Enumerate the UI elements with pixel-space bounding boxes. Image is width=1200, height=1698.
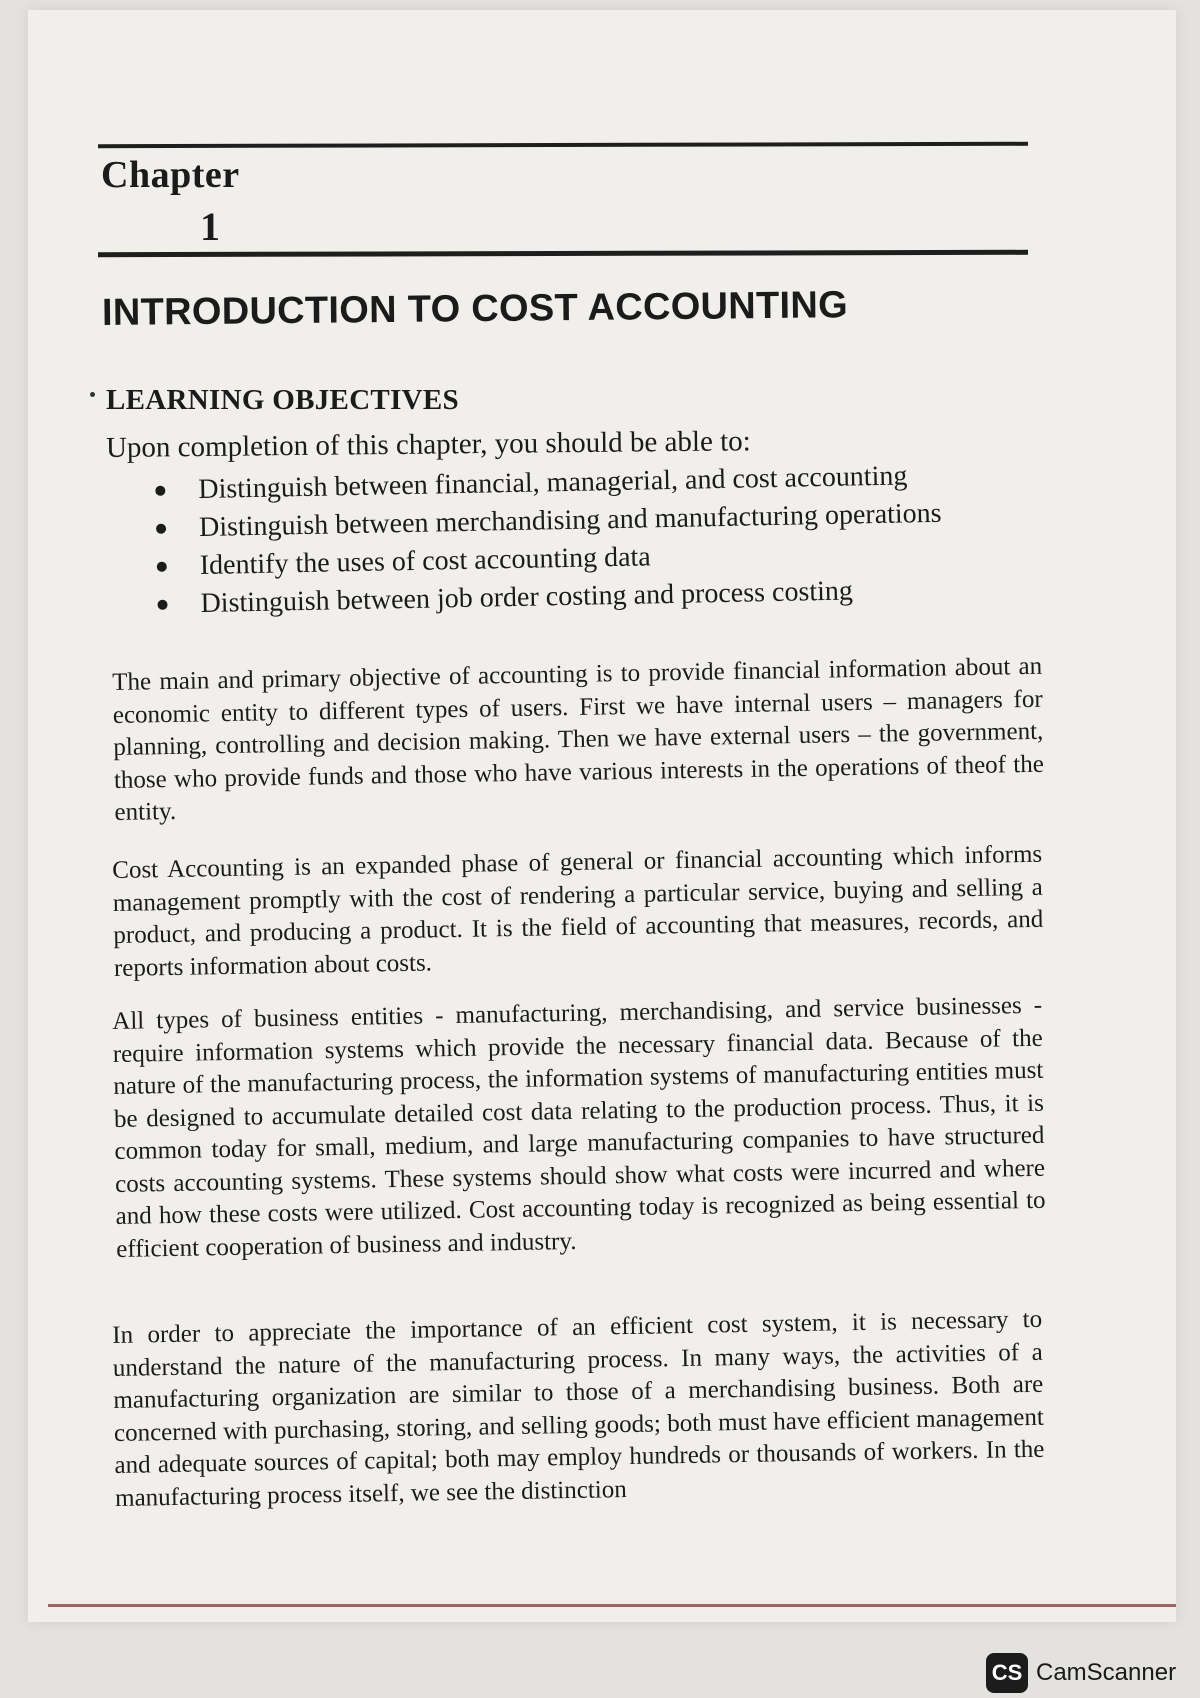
chapter-number: 1 — [200, 204, 220, 249]
objectives-intro: Upon completion of this chapter, you should be able to: — [105, 425, 751, 464]
objective-text: Distinguish between financial, managerial, and cost accounting — [198, 460, 908, 506]
bullet-icon — [156, 524, 166, 534]
bullet-icon — [157, 562, 167, 572]
scanned-page — [28, 10, 1176, 1622]
page-bottom-edge — [48, 1604, 1176, 1607]
paragraph-2 — [112, 839, 1044, 985]
paragraph-text: In order to appreciate the importance of an efficient cost system, it is necessary to understand the nature of the manufacturing process. In many ways, the activities of a manufacturing organization are similar to those of a merchandising business. Both are concerned with purchasing, storing, and selling goods; both must have efficient management and adequate sources of capital; both may employ hundreds or thousands of workers. In the manufacturing process itself, we see the distinction — [112, 1305, 1045, 1512]
chapter-label: Chapter — [101, 154, 240, 196]
objective-text: Identify the uses of cost accounting data — [199, 541, 651, 582]
objective-text: Distinguish between merchandising and manufacturing operations — [198, 497, 942, 544]
bullet-icon — [155, 486, 165, 496]
paragraph-text: All types of business entities - manufacturing, merchandising, and service businesses - require information systems which provide the necessary financial data. Because of the nature of the manufacturing process, the information systems of manufacturing entities must be designed to accumulate detailed cost data relating to the production process. Thus, it is common today for small, medium, and large manufacturing companies to have structured costs accounting systems. These systems should show what costs were incurred and where and how these costs were utilized. Cost accounting today is recognized as being essential to efficient cooperation of business and industry. — [112, 991, 1046, 1263]
objectives-heading: LEARNING OBJECTIVES — [106, 384, 459, 416]
top-rule — [98, 142, 1028, 148]
objectives-list — [148, 457, 943, 624]
bullet-icon — [157, 600, 167, 610]
camscanner-label: CamScanner — [1036, 1659, 1177, 1686]
camscanner-logo-icon: CS — [986, 1653, 1028, 1693]
paragraph-1 — [112, 651, 1045, 830]
objective-text: Distinguish between job order costing and process costing — [200, 575, 854, 620]
margin-dot — [90, 392, 95, 397]
paragraph-3 — [112, 990, 1046, 1266]
chapter-rule — [98, 250, 1028, 257]
paragraph-text: The main and primary objective of accounting is to provide financial information about an economic entity to different types of users. First we have internal users – managers for planning, controlling and decision making. Then we have external users – the government, those who provide funds and those who have various interests in the operations of theof the entity. — [112, 652, 1045, 826]
paragraph-4 — [112, 1304, 1045, 1515]
paragraph-text: Cost Accounting is an expanded phase of general or financial accounting which informs management promptly with the cost of rendering a particular service, buying and selling a product, and producing a product. It is the field of accounting that measures, records, and reports information about costs. — [112, 840, 1044, 982]
chapter-title: INTRODUCTION TO COST ACCOUNTING — [101, 284, 849, 334]
